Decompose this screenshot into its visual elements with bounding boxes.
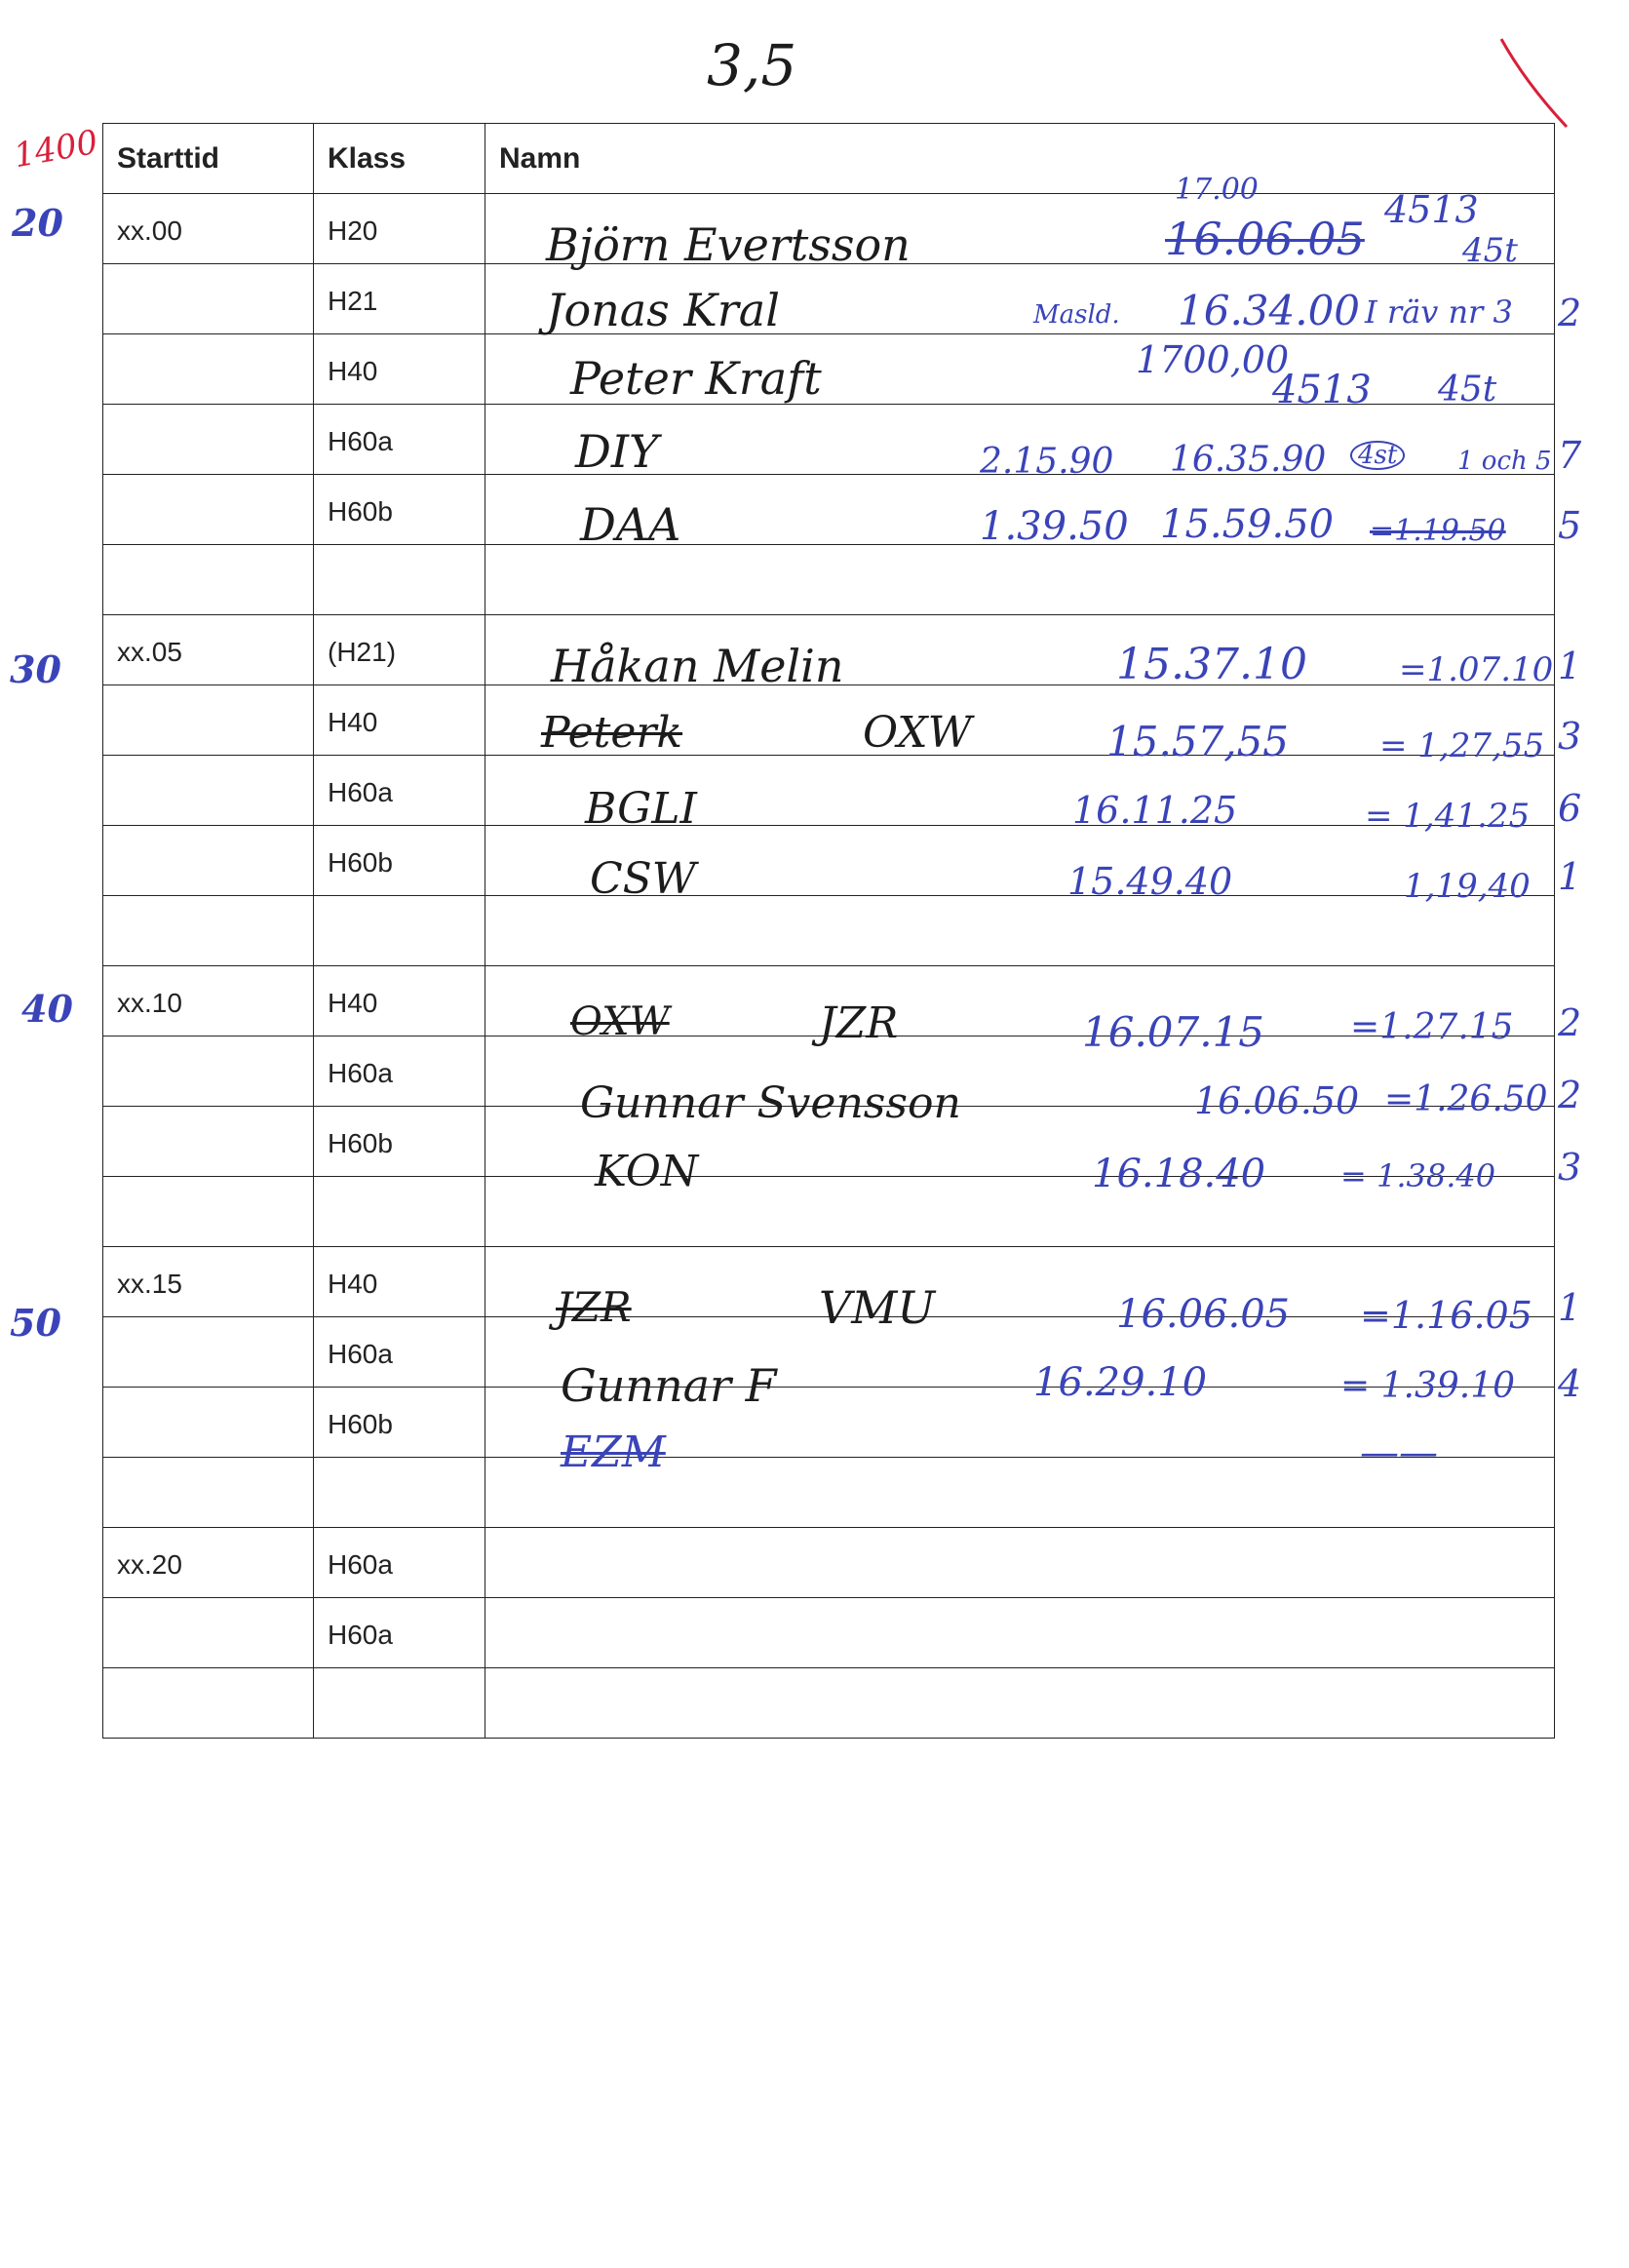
r3-name: Peter Kraft: [570, 352, 822, 405]
starttid-cell: [103, 545, 314, 615]
r13-name: Gunnar Svensson: [580, 1078, 961, 1128]
r4-diff: 2.15.90: [980, 442, 1114, 482]
namn-cell: [485, 896, 1555, 966]
namn-cell: [485, 545, 1555, 615]
corner-check-mark: [1496, 29, 1574, 137]
r18-struck-name: EZM: [561, 1427, 666, 1477]
namn-cell: [485, 1668, 1555, 1739]
header-klass: Klass: [314, 124, 485, 194]
table-row: [103, 1668, 1555, 1739]
table-row: [103, 685, 1555, 756]
starttid-cell: [103, 1598, 314, 1668]
r14-name: KON: [595, 1147, 699, 1196]
r4-circle: 4st: [1350, 441, 1405, 470]
r2-extra: I räv nr 3: [1365, 293, 1513, 331]
table-header-row: [103, 124, 1555, 194]
table-row: [103, 545, 1555, 615]
starttid-cell: [103, 1177, 314, 1247]
r8-name: OXW: [863, 708, 972, 758]
r17-name: Gunnar F: [561, 1359, 777, 1412]
klass-cell: [314, 1458, 485, 1528]
r1-count: 45t: [1462, 231, 1518, 270]
klass-cell: H60a: [314, 405, 485, 475]
r4-name: DIY: [575, 425, 659, 478]
starttid-cell: [103, 1107, 314, 1177]
starttid-cell: xx.05: [103, 615, 314, 685]
r10-result: 1,19,40: [1404, 867, 1531, 906]
r16-time: 16.06.05: [1116, 1292, 1291, 1337]
r2-note: Masld.: [1033, 300, 1120, 330]
starttid-cell: [103, 334, 314, 405]
r12-name: JZR: [819, 998, 899, 1048]
header-namn: Namn: [485, 124, 1555, 194]
r5-name: DAA: [580, 498, 681, 551]
margin-minute-30: 30: [10, 647, 61, 691]
table-row: [103, 896, 1555, 966]
r12-struck-name: OXW: [570, 999, 670, 1044]
r8-result: = 1,27,55: [1379, 726, 1545, 765]
table-row: [103, 475, 1555, 545]
r14-time: 16.18.40: [1092, 1152, 1266, 1196]
klass-cell: H40: [314, 1247, 485, 1317]
r13-time: 16.06.50: [1194, 1079, 1360, 1122]
r8-rank: 3: [1558, 715, 1582, 758]
r16-rank: 1: [1558, 1286, 1582, 1329]
starttid-cell: xx.00: [103, 194, 314, 264]
corner-time-note: 1400: [11, 122, 101, 176]
header-starttid: Starttid: [103, 124, 314, 194]
page-header-note: 3,5: [707, 32, 797, 98]
table-row: [103, 405, 1555, 475]
r2-rank: 2: [1558, 292, 1582, 334]
klass-cell: H40: [314, 334, 485, 405]
r9-rank: 6: [1558, 787, 1582, 830]
r9-name: BGLI: [585, 784, 697, 834]
table-row: [103, 1458, 1555, 1528]
klass-cell: H60b: [314, 475, 485, 545]
r7-time: 15.37.10: [1116, 640, 1307, 689]
r7-result: =1.07.10: [1399, 650, 1554, 689]
r10-name: CSW: [590, 854, 697, 904]
table-row: [103, 1177, 1555, 1247]
r4-time: 16.35.90: [1170, 440, 1327, 480]
namn-cell: [485, 1598, 1555, 1668]
r5-rank: 5: [1558, 504, 1582, 547]
r12-result: =1.27.15: [1350, 1007, 1514, 1047]
r13-rank: 2: [1558, 1074, 1582, 1116]
klass-cell: H21: [314, 264, 485, 334]
klass-cell: H20: [314, 194, 485, 264]
starttid-cell: [103, 826, 314, 896]
r4-note: 1 och 5: [1457, 447, 1552, 476]
r4-rank: 7: [1558, 434, 1582, 477]
r16-result: =1.16.05: [1360, 1294, 1532, 1337]
table-row: [103, 1528, 1555, 1598]
starttid-cell: [103, 405, 314, 475]
table-row: [103, 1598, 1555, 1668]
starttid-cell: [103, 1388, 314, 1458]
r8-struck-name: Peterk: [541, 708, 683, 758]
r10-rank: 1: [1558, 855, 1582, 898]
r5-struck-result: =1.19.50: [1370, 514, 1506, 548]
starttid-cell: [103, 1317, 314, 1388]
starttid-cell: [103, 1036, 314, 1107]
margin-minute-50: 50: [10, 1301, 61, 1345]
starttid-cell: [103, 475, 314, 545]
starttid-cell: [103, 1668, 314, 1739]
starttid-cell: xx.15: [103, 1247, 314, 1317]
r5-diff: 1.39.50: [980, 504, 1129, 549]
r14-rank: 3: [1558, 1146, 1582, 1189]
r9-time: 16.11.25: [1072, 789, 1238, 832]
klass-cell: [314, 1177, 485, 1247]
r16-struck-name: JZR: [556, 1283, 632, 1331]
r1-time-b: 16.06.05: [1165, 213, 1365, 265]
r17-rank: 4: [1558, 1362, 1582, 1405]
r13-result: =1.26.50: [1384, 1079, 1548, 1119]
r2-time: 16.34.00: [1178, 287, 1361, 334]
klass-cell: H60a: [314, 1036, 485, 1107]
r1-code: 4513: [1384, 188, 1479, 231]
starttid-cell: xx.20: [103, 1528, 314, 1598]
r3-count: 45t: [1438, 370, 1497, 410]
r2-name: Jonas Kral: [546, 284, 780, 336]
starttid-cell: [103, 1458, 314, 1528]
r3-code: 4513: [1272, 368, 1372, 412]
klass-cell: [314, 896, 485, 966]
table-row: [103, 1388, 1555, 1458]
klass-cell: H60b: [314, 1388, 485, 1458]
klass-cell: H60a: [314, 1317, 485, 1388]
r12-rank: 2: [1558, 1001, 1582, 1044]
klass-cell: H60a: [314, 756, 485, 826]
r1-name: Björn Evertsson: [546, 218, 911, 271]
r10-time: 15.49.40: [1067, 860, 1233, 903]
table-row: [103, 756, 1555, 826]
table-row: [103, 826, 1555, 896]
r18-result-dash: ——: [1360, 1430, 1438, 1475]
klass-cell: H60a: [314, 1528, 485, 1598]
starttid-cell: [103, 685, 314, 756]
klass-cell: H60a: [314, 1598, 485, 1668]
klass-cell: (H21): [314, 615, 485, 685]
namn-cell: [485, 1528, 1555, 1598]
klass-cell: H40: [314, 966, 485, 1036]
klass-cell: H60b: [314, 826, 485, 896]
klass-cell: H40: [314, 685, 485, 756]
margin-minute-20: 20: [12, 201, 63, 245]
starttid-cell: xx.10: [103, 966, 314, 1036]
klass-cell: H60b: [314, 1107, 485, 1177]
r7-rank: 1: [1558, 645, 1582, 687]
klass-cell: [314, 545, 485, 615]
r7-name: Håkan Melin: [551, 640, 844, 692]
r8-time: 15.57,55: [1106, 718, 1290, 765]
r3-time: 1700,00: [1136, 338, 1290, 381]
r17-result: = 1.39.10: [1340, 1366, 1516, 1406]
r1-time-a: 17.00: [1175, 173, 1259, 207]
r16-name: VMU: [819, 1281, 936, 1334]
r12-time: 16.07.15: [1082, 1008, 1265, 1056]
klass-cell: [314, 1668, 485, 1739]
starttid-cell: [103, 756, 314, 826]
r5-time: 15.59.50: [1160, 502, 1335, 547]
r9-result: = 1,41.25: [1365, 797, 1531, 836]
r17-time: 16.29.10: [1033, 1360, 1208, 1405]
r14-result: = 1.38.40: [1340, 1157, 1496, 1194]
starttid-cell: [103, 896, 314, 966]
starttid-cell: [103, 264, 314, 334]
start-list-table: [102, 123, 1555, 1739]
margin-minute-40: 40: [21, 987, 73, 1031]
